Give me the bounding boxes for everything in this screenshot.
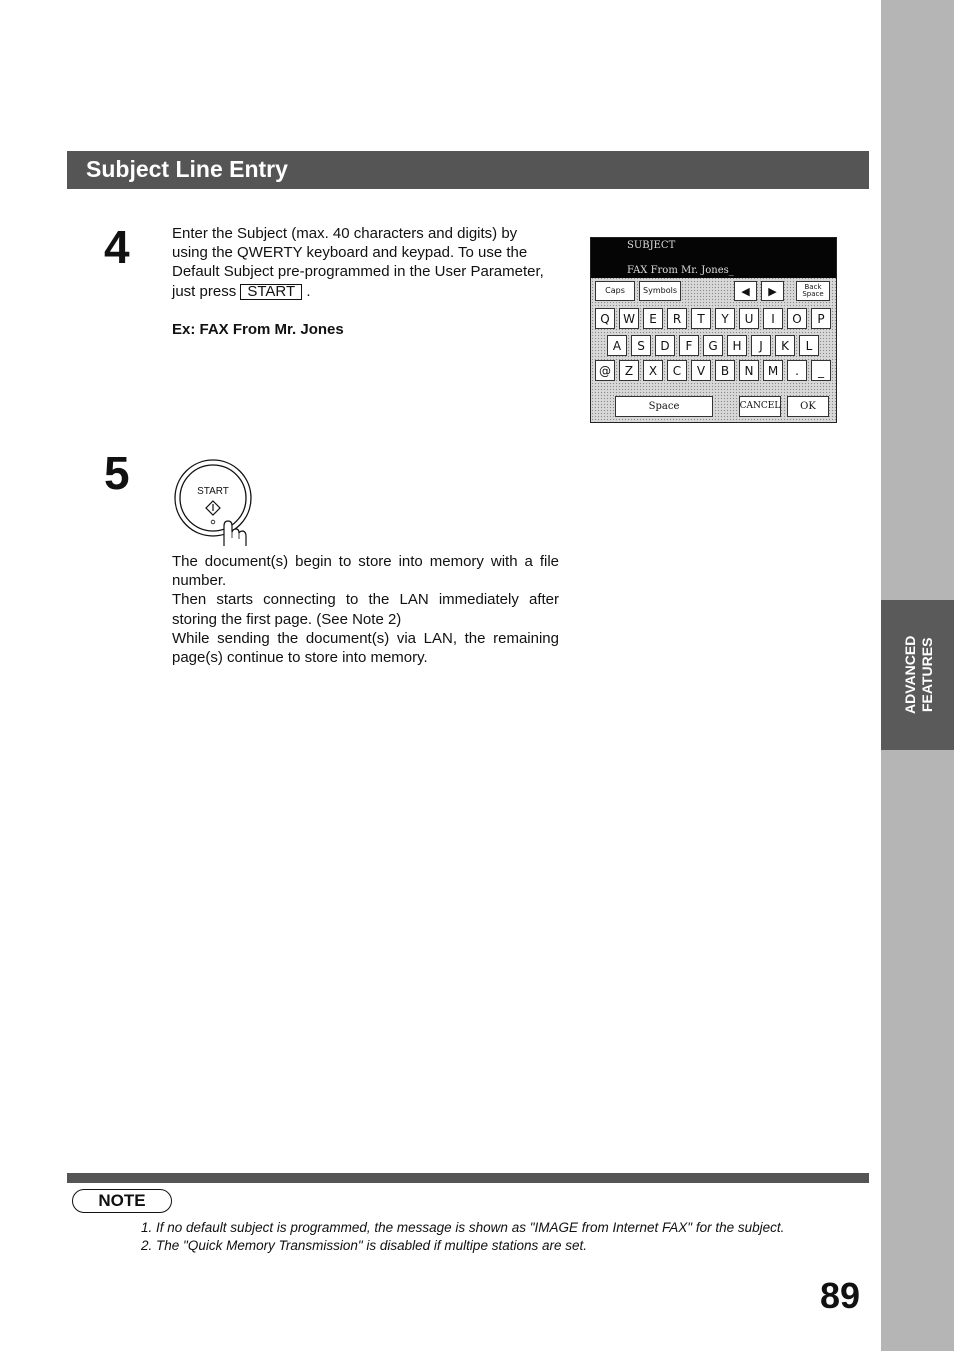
step-5-paragraph-1: The document(s) begin to store into memory with a file number.	[172, 553, 559, 590]
section-tab-label	[889, 606, 949, 744]
step-4-text: Enter the Subject (max. 40 characters and digits) by using the QWERTY keyboard and keypad. To use the Default Subject pre-programmed in the User Parameter, just press	[172, 225, 544, 300]
key-g[interactable]: G	[703, 335, 723, 356]
section-tab-line2: FEATURES	[919, 637, 935, 713]
note-label: NOTE	[72, 1189, 172, 1213]
cursor-right-button[interactable]: ▶	[761, 281, 784, 301]
example-label: Ex:	[172, 321, 196, 338]
key-w[interactable]: W	[619, 308, 639, 329]
key-q[interactable]: Q	[595, 308, 615, 329]
ok-button[interactable]: OK	[787, 396, 829, 417]
key-y[interactable]: Y	[715, 308, 735, 329]
start-button-label: START	[197, 486, 229, 497]
step-5-paragraph-2: Then starts connecting to the LAN immediately after storing the first page. (See Note 2)	[172, 591, 559, 628]
key-d[interactable]: D	[655, 335, 675, 356]
key-v[interactable]: V	[691, 360, 711, 381]
key-t[interactable]: T	[691, 308, 711, 329]
symbols-button[interactable]: Symbols	[639, 281, 681, 301]
key-f[interactable]: F	[679, 335, 699, 356]
key-u[interactable]: U	[739, 308, 759, 329]
start-button-illustration	[172, 456, 258, 548]
key-h[interactable]: H	[727, 335, 747, 356]
lcd-heading: SUBJECT	[627, 240, 676, 251]
space-button[interactable]: Space	[615, 396, 713, 417]
backspace-line1: Back	[804, 283, 822, 291]
example-value: FAX From Mr. Jones	[199, 321, 344, 338]
key-at[interactable]: @	[595, 360, 615, 381]
note-divider	[67, 1173, 869, 1183]
caps-button[interactable]: Caps	[595, 281, 635, 301]
key-n[interactable]: N	[739, 360, 759, 381]
page-number: 89	[820, 1275, 861, 1316]
key-period[interactable]: .	[787, 360, 807, 381]
key-m[interactable]: M	[763, 360, 783, 381]
key-i[interactable]: I	[763, 308, 783, 329]
step-5-description	[172, 552, 559, 667]
key-j[interactable]: J	[751, 335, 771, 356]
key-r[interactable]: R	[667, 308, 687, 329]
key-x[interactable]: X	[643, 360, 663, 381]
start-key-label: START	[240, 284, 302, 300]
key-p[interactable]: P	[811, 308, 831, 329]
cursor-left-button[interactable]: ◀	[734, 281, 757, 301]
step-5-number: 5	[104, 447, 130, 499]
cancel-button[interactable]: CANCEL	[739, 396, 781, 417]
note-item-1: 1. If no default subject is programmed, the message is shown as "IMAGE from Internet FAX" for the subject.	[141, 1220, 785, 1235]
key-underscore[interactable]: _	[811, 360, 831, 381]
key-c[interactable]: C	[667, 360, 687, 381]
key-e[interactable]: E	[643, 308, 663, 329]
key-l[interactable]: L	[799, 335, 819, 356]
step-4-example	[172, 320, 344, 339]
lcd-entry: FAX From Mr. Jones_	[627, 265, 734, 276]
note-item-2: 2. The "Quick Memory Transmission" is disabled if multipe stations are set.	[141, 1238, 587, 1253]
key-k[interactable]: K	[775, 335, 795, 356]
key-o[interactable]: O	[787, 308, 807, 329]
backspace-line2: Space	[802, 290, 824, 298]
section-tab-line1: ADVANCED	[902, 635, 918, 715]
step-4-instructions	[172, 224, 557, 301]
key-a[interactable]: A	[607, 335, 627, 356]
page-title: Subject Line Entry	[86, 156, 288, 182]
step-5-paragraph-3: While sending the document(s) via LAN, the remaining page(s) continue to store into memory.	[172, 629, 559, 667]
key-s[interactable]: S	[631, 335, 651, 356]
lcd-keyboard-panel	[590, 237, 837, 423]
key-z[interactable]: Z	[619, 360, 639, 381]
step-4-number: 4	[104, 221, 130, 273]
key-b[interactable]: B	[715, 360, 735, 381]
backspace-button[interactable]	[796, 281, 830, 301]
step-4-text-end: .	[302, 282, 311, 300]
